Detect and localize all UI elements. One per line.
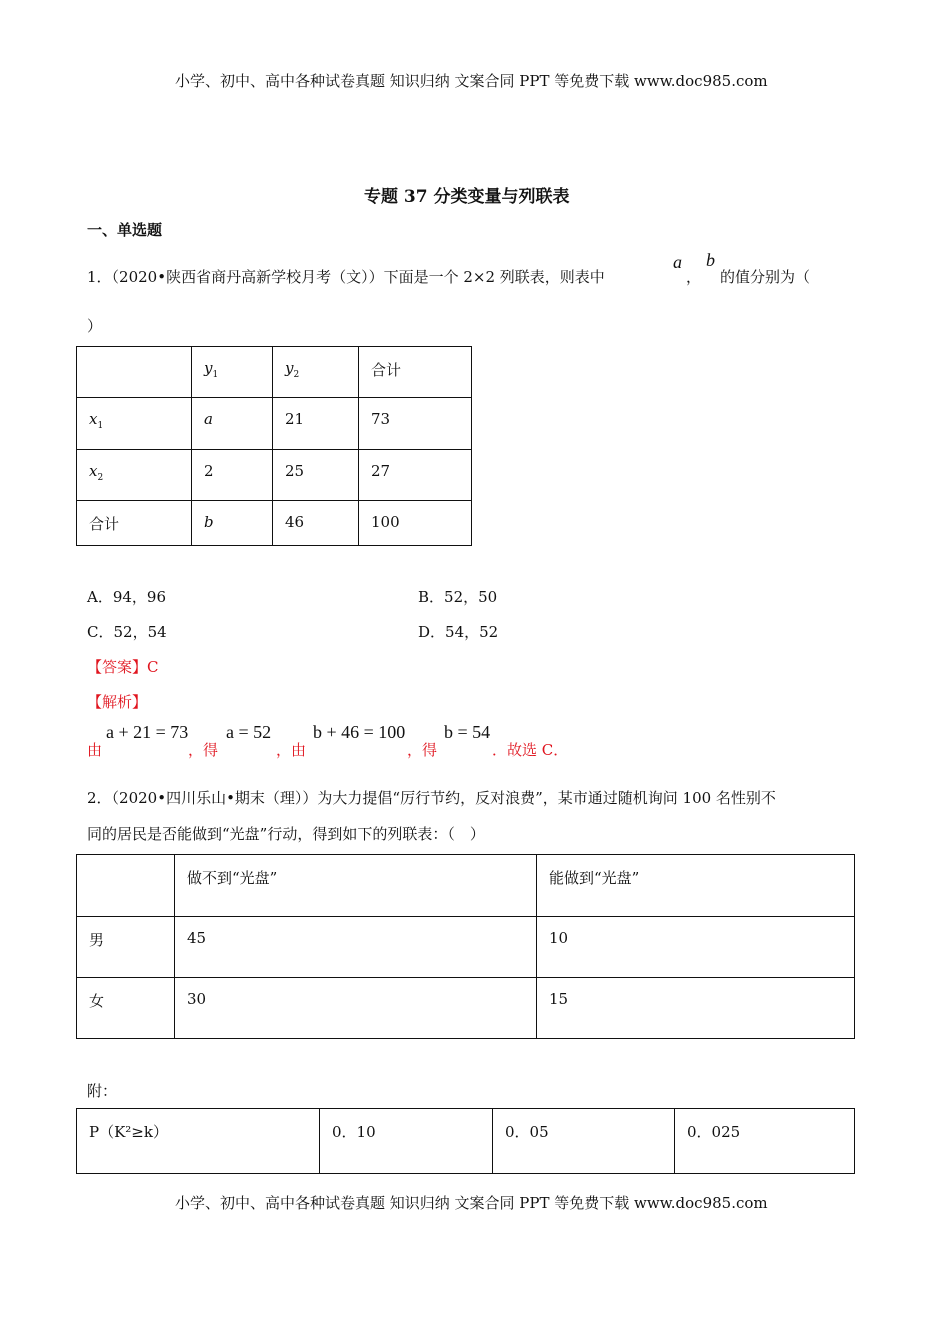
table-cell: 100 xyxy=(359,501,472,546)
table-cell: 女 xyxy=(77,978,175,1039)
table-cell: $y_1$ xyxy=(192,347,273,398)
analysis-text: ，得 xyxy=(188,741,219,759)
analysis-math: a = 52 xyxy=(226,722,272,742)
analysis-text: ．故选 C． xyxy=(492,741,569,759)
table-cell: a xyxy=(192,398,273,450)
critical-value-table xyxy=(76,1108,855,1174)
table-cell: 46 xyxy=(273,501,359,546)
analysis-text: ，由 xyxy=(276,741,307,759)
table-cell: 21 xyxy=(273,398,359,450)
table-cell: 0．05 xyxy=(493,1109,675,1174)
table-cell: 73 xyxy=(359,398,472,450)
analysis-math: b = 54 xyxy=(444,722,491,742)
q1-close: ） xyxy=(87,317,103,335)
option-d: D．54，52 xyxy=(418,623,499,641)
page-footer: 小学、初中、高中各种试卷真题 知识归纳 文案合同 PPT 等免费下载 www.doc985.com xyxy=(175,1194,768,1212)
q1-comma: ， xyxy=(686,268,702,286)
analysis-text: 由 xyxy=(87,741,103,759)
option-a: A．94，96 xyxy=(87,588,167,606)
table-cell: 男 xyxy=(77,917,175,978)
q2-text-line2: 同的居民是否能做到“光盘”行动，得到如下的列联表：（ ） xyxy=(87,825,485,843)
table-cell: 27 xyxy=(359,450,472,501)
analysis-label: 【解析】 xyxy=(87,693,148,711)
table-cell: b xyxy=(192,501,273,546)
q1-text: 1．（2020•陕西省商丹高新学校月考（文））下面是一个 2×2 列联表，则表中 xyxy=(87,268,605,286)
contingency-table-1 xyxy=(76,346,472,546)
table-cell: 0．10 xyxy=(320,1109,493,1174)
table-cell: 30 xyxy=(175,978,537,1039)
table-cell: $x_1$ xyxy=(77,398,192,450)
table-cell: 合计 xyxy=(359,347,472,398)
table-cell: 做不到“光盘” xyxy=(175,855,537,917)
contingency-table-2 xyxy=(76,854,855,1039)
table-cell: $x_2$ xyxy=(77,450,192,501)
table-cell: P（K²≥k） xyxy=(77,1109,320,1174)
q1-var-b: b xyxy=(706,250,715,270)
table-cell: 25 xyxy=(273,450,359,501)
option-b: B．52，50 xyxy=(418,588,498,606)
table-cell: 15 xyxy=(537,978,855,1039)
table-cell: $y_2$ xyxy=(273,347,359,398)
table-cell: 45 xyxy=(175,917,537,978)
option-c: C．52，54 xyxy=(87,623,167,641)
q2-text-line1: 2．（2020•四川乐山•期末（理））为大力提倡“厉行节约，反对浪费”，某市通过随机询问 100 名性别不 xyxy=(87,789,776,807)
table-cell: 合计 xyxy=(77,501,192,546)
table-cell xyxy=(77,347,192,398)
page-title: 专题 37 分类变量与列联表 xyxy=(364,187,570,207)
table-cell: 能做到“光盘” xyxy=(537,855,855,917)
appendix-label: 附： xyxy=(87,1082,118,1100)
analysis-math: b + 46 = 100 xyxy=(313,722,406,742)
answer: 【答案】C xyxy=(87,658,159,676)
analysis-math: a + 21 = 73 xyxy=(106,722,189,742)
q1-var-a: a xyxy=(673,252,682,272)
table-cell: 2 xyxy=(192,450,273,501)
table-cell: 0．025 xyxy=(675,1109,855,1174)
q1-text-end: 的值分别为（ xyxy=(720,268,811,286)
table-cell xyxy=(77,855,175,917)
table-cell: 10 xyxy=(537,917,855,978)
analysis-text: ，得 xyxy=(407,741,438,759)
page-header: 小学、初中、高中各种试卷真题 知识归纳 文案合同 PPT 等免费下载 www.doc985.com xyxy=(175,72,768,90)
section-heading: 一、单选题 xyxy=(87,221,163,239)
